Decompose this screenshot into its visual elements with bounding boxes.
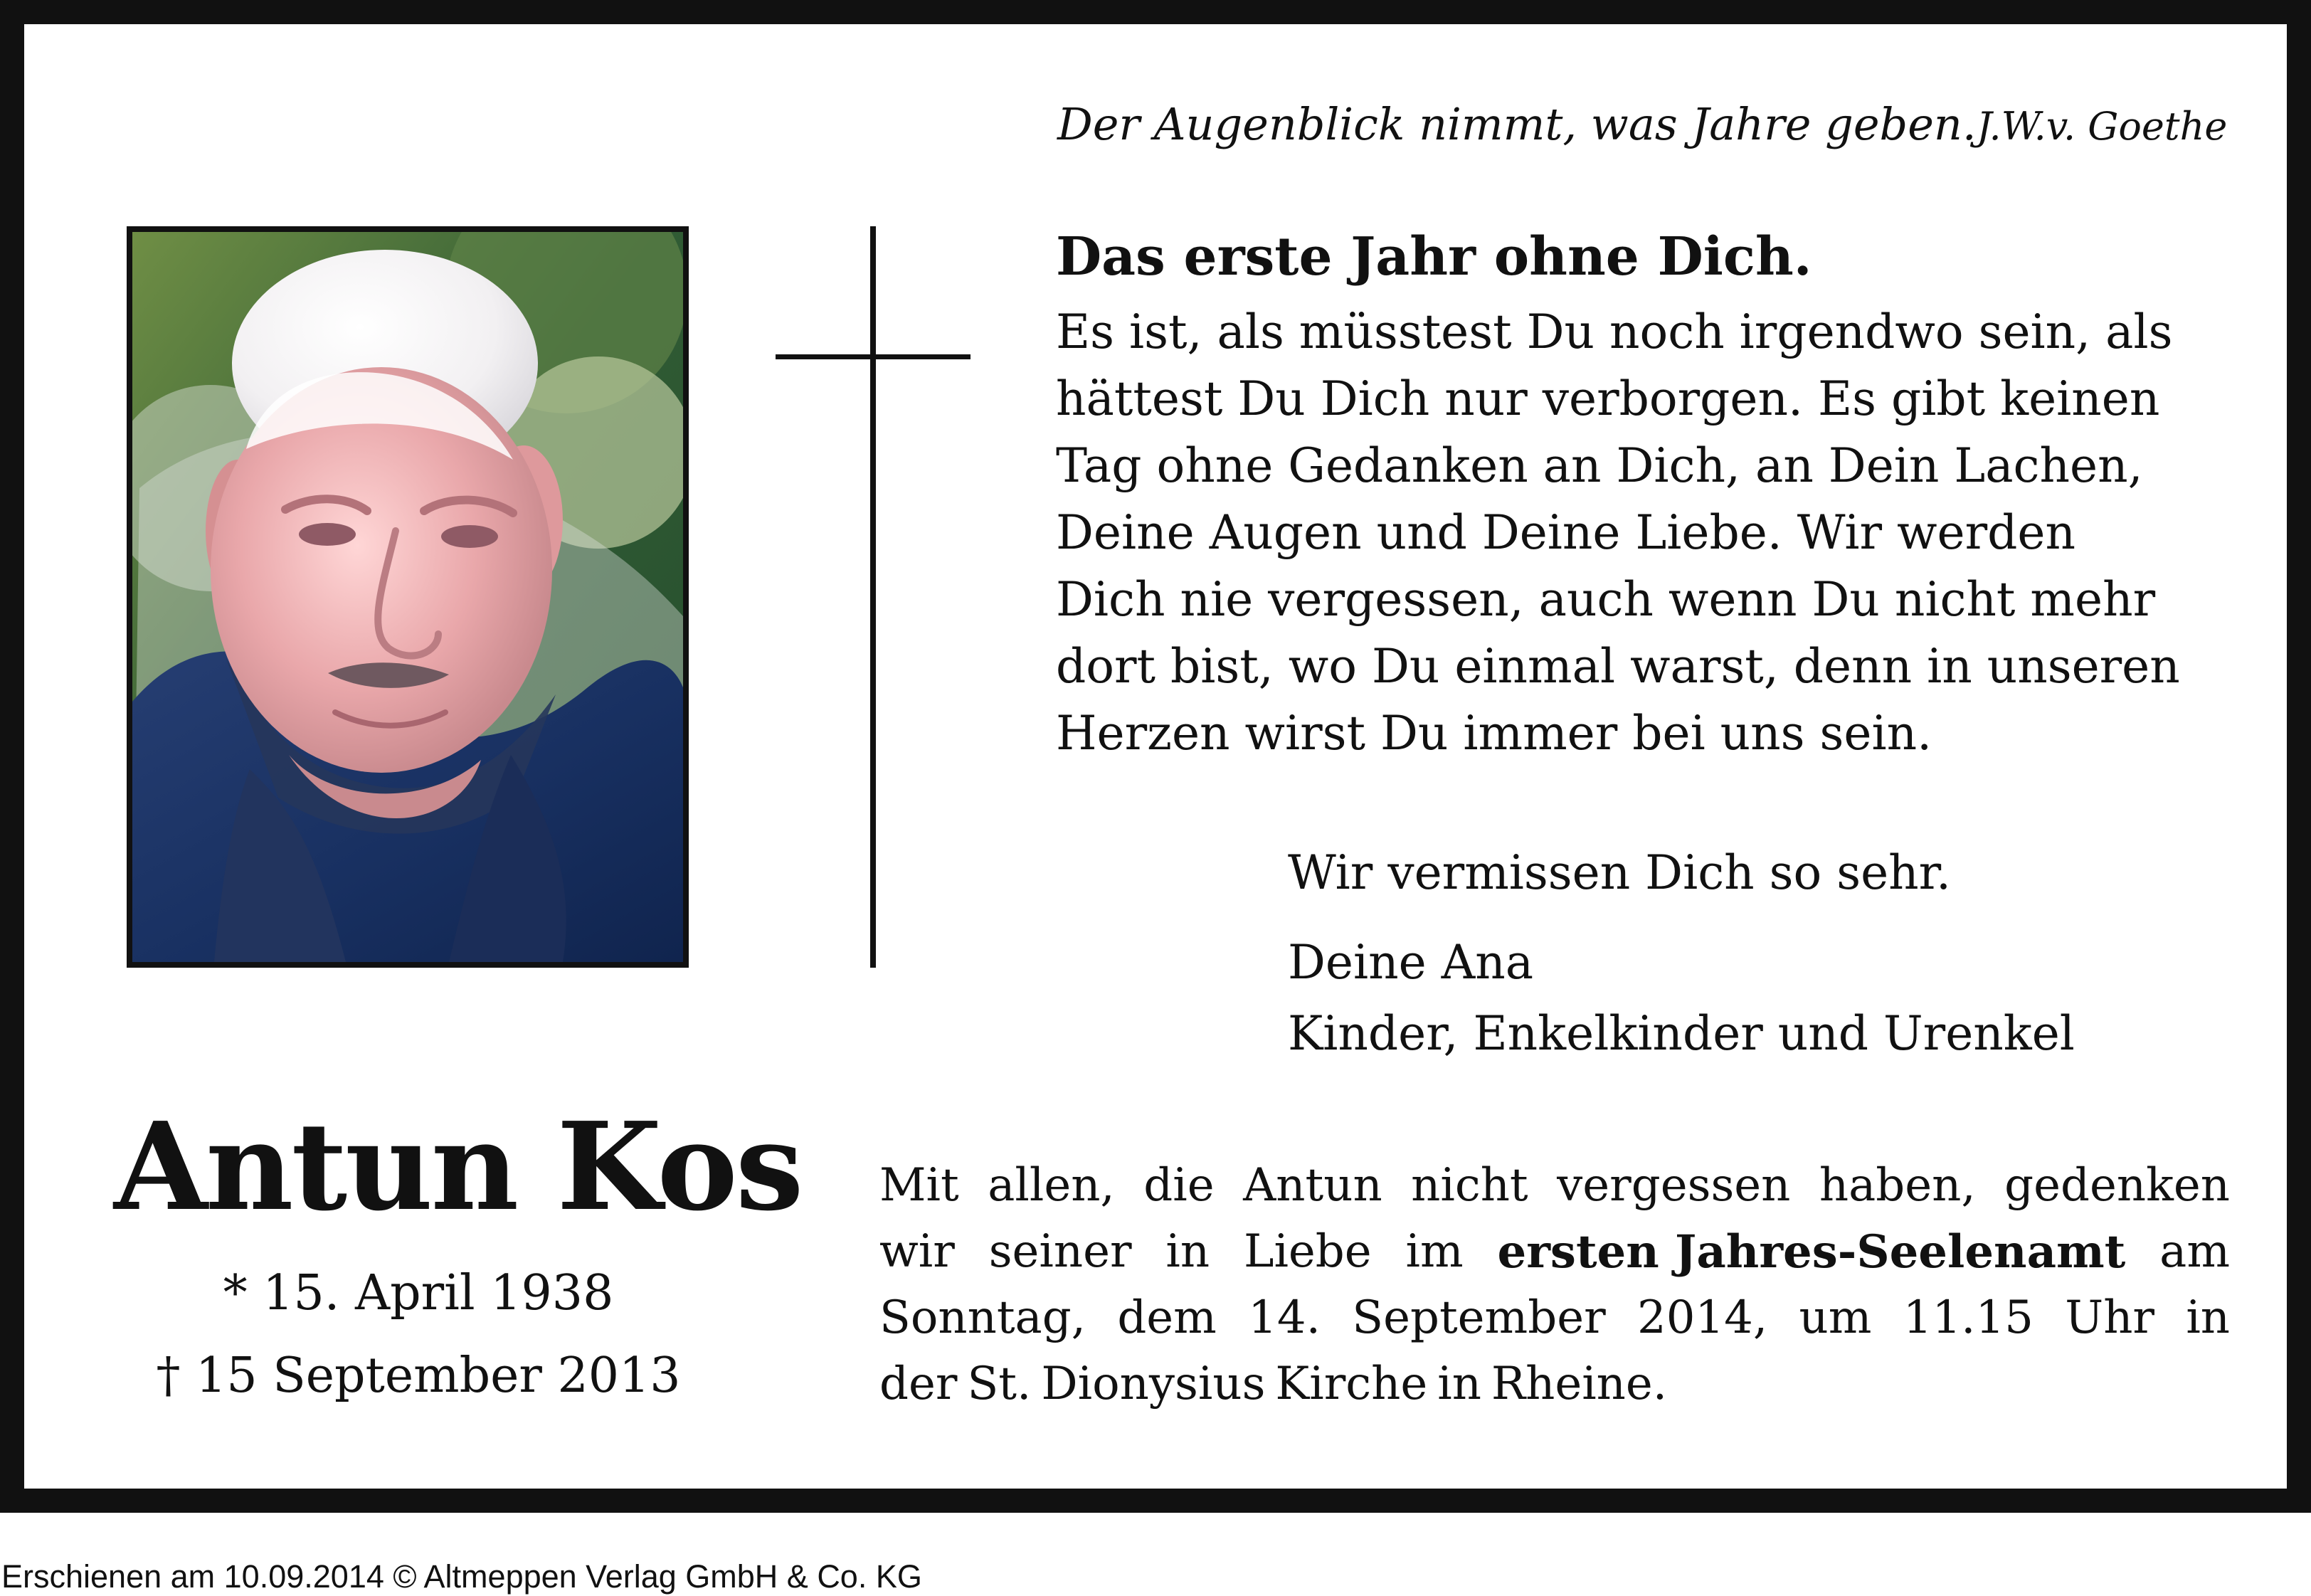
poem-line: dort bist, wo Du einmal warst, denn in unseren [1056,639,2180,694]
portrait-photo [127,226,689,968]
notice-word: Sonntag, [879,1291,1086,1344]
publication-footer: Erschienen am 10.09.2014 © Altmeppen Verlag GmbH & Co. KG [1,1558,922,1595]
notice-word: haben, [1819,1159,1976,1212]
service-name: ersten Jahres-Seelenamt [1497,1225,2126,1279]
poem-line: Tag ohne Gedanken an Dich, an Dein Lachen, [1056,438,2143,493]
notice-line-3 [879,1285,2230,1351]
notice-word: gedenken [2004,1159,2230,1212]
notice-word: 14. [1248,1291,1321,1344]
signature-ana: Deine Ana [1288,935,1534,990]
notice-word: Uhr [2065,1291,2154,1344]
notice-word: im [1405,1225,1464,1278]
cross-vertical-bar [870,226,876,968]
goethe-quote: Der Augenblick nimmt, was Jahre geben. [1057,98,1977,150]
poem-line: Herzen wirst Du immer bei uns sein. [1056,706,1932,761]
poem-line: hättest Du Dich nur verborgen. Es gibt keinen [1056,371,2160,426]
notice-word: wir [879,1225,955,1278]
notice-word: 2014, [1636,1291,1768,1344]
notice-word: Rheine. [1491,1358,1668,1410]
notice-word: in [1437,1358,1481,1410]
notice-word: St. [967,1358,1032,1410]
notice-word: allen, [988,1159,1115,1212]
notice-word: Kirche [1275,1358,1428,1410]
poem-line: Es ist, als müsstest Du noch irgendwo sein, als [1056,305,2173,359]
cross-horizontal-bar [776,354,971,359]
notice-word: seiner [988,1225,1132,1278]
deceased-name: Antun Kos [114,1096,802,1238]
notice-word: vergessen [1557,1159,1791,1212]
notice-line-1 [879,1153,2230,1219]
notice-word: in [1165,1225,1210,1278]
notice-word: Mit [879,1159,959,1212]
notice-word: 11.15 [1903,1291,2034,1344]
quote-author: J.W.v. Goethe [1977,104,2228,149]
poem-line: Deine Augen und Deine Liebe. Wir werden [1056,505,2075,560]
death-date: † 15 September 2013 [156,1348,681,1404]
notice-word: die [1143,1159,1215,1212]
memorial-headline: Das erste Jahr ohne Dich. [1056,226,1812,287]
notice-word: nicht [1411,1159,1528,1212]
notice-word: Antun [1243,1159,1382,1212]
notice-word: dem [1117,1291,1217,1344]
birth-date: * 15. April 1938 [223,1265,614,1321]
closing-message: Wir vermissen Dich so sehr. [1288,845,1951,900]
notice-word: der [879,1358,958,1410]
notice-line-4 [879,1351,2230,1417]
notice-word: Liebe [1243,1225,1372,1278]
portrait-illustration [132,232,683,962]
memorial-poem [1056,299,2180,767]
signature-family: Kinder, Enkelkinder und Urenkel [1288,1006,2075,1061]
memorial-service-notice [879,1153,2230,1417]
notice-word: am [2159,1225,2230,1278]
poem-line: Dich nie vergessen, auch wenn Du nicht mehr [1056,572,2156,627]
notice-line-2 [879,1219,2230,1285]
notice-word: um [1799,1291,1872,1344]
notice-word: Dionysius [1041,1358,1266,1410]
notice-word: in [2186,1291,2230,1344]
notice-word: September [1352,1291,1606,1344]
